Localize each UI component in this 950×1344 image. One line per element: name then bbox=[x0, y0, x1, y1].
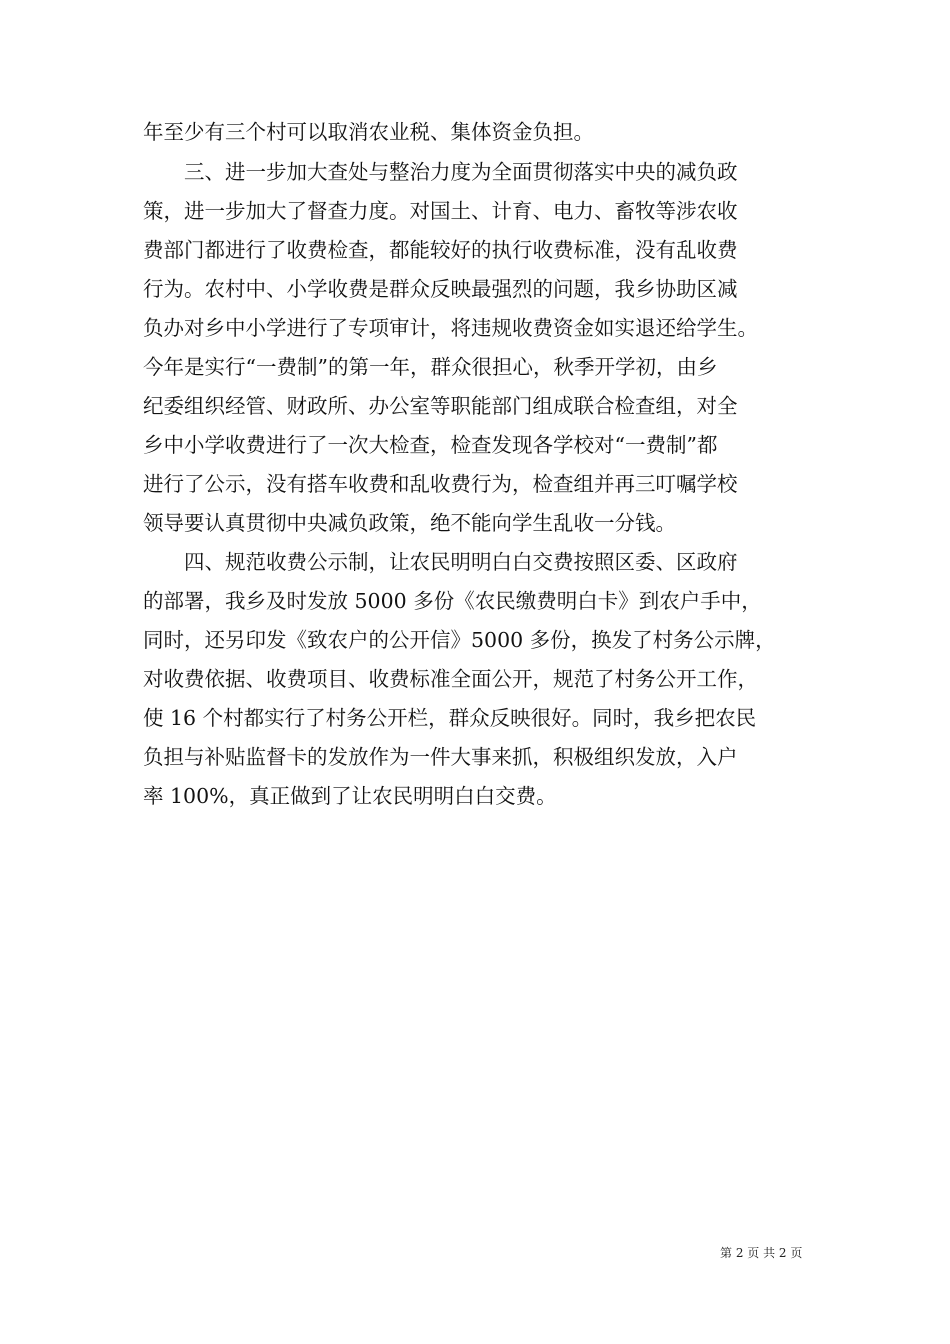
paragraph-heading-3: 三、进一步加大查处与整治力度为全面贯彻落实中央的减负政 bbox=[184, 160, 738, 184]
text-line: 行为。农村中、小学收费是群众反映最强烈的问题，我乡协助区减 bbox=[143, 277, 738, 301]
text-line: 领导要认真贯彻中央减负政策，绝不能向学生乱收一分钱。 bbox=[143, 511, 676, 535]
text-line: 对收费依据、收费项目、收费标准全面公开，规范了村务公开工作， bbox=[143, 667, 758, 691]
text-line: 乡中小学收费进行了一次大检查，检查发现各学校对“一费制”都 bbox=[143, 433, 718, 457]
text-line: 纪委组织经管、财政所、办公室等职能部门组成联合检查组，对全 bbox=[143, 394, 738, 418]
text-line: 策，进一步加大了督查力度。对国土、计育、电力、畜牧等涉农收 bbox=[143, 199, 738, 223]
text-line: 使 16 个村都实行了村务公开栏，群众反映很好。同时，我乡把农民 bbox=[143, 706, 757, 730]
text-line: 同时，还另印发《致农户的公开信》5000 多份，换发了村务公示牌， bbox=[143, 628, 776, 652]
text-line: 进行了公示，没有搭车收费和乱收费行为，检查组并再三叮嘱学校 bbox=[143, 472, 738, 496]
text-line: 负担与补贴监督卡的发放作为一件大事来抓，积极组织发放，入户 bbox=[143, 745, 738, 769]
paragraph-heading-4: 四、规范收费公示制，让农民明明白白交费按照区委、区政府 bbox=[184, 550, 738, 574]
text-line: 年至少有三个村可以取消农业税、集体资金负担。 bbox=[143, 120, 594, 144]
text-line: 今年是实行“一费制”的第一年，群众很担心，秋季开学初，由乡 bbox=[143, 355, 718, 379]
text-line: 率 100%，真正做到了让农民明明白白交费。 bbox=[143, 784, 557, 808]
text-line: 的部署，我乡及时发放 5000 多份《农民缴费明白卡》到农户手中， bbox=[143, 589, 762, 613]
text-line: 负办对乡中小学进行了专项审计，将违规收费资金如实退还给学生。 bbox=[143, 316, 758, 340]
page-number: 第 2 页 共 2 页 bbox=[720, 1246, 803, 1260]
text-line: 费部门都进行了收费检查，都能较好的执行收费标准，没有乱收费 bbox=[143, 238, 738, 262]
